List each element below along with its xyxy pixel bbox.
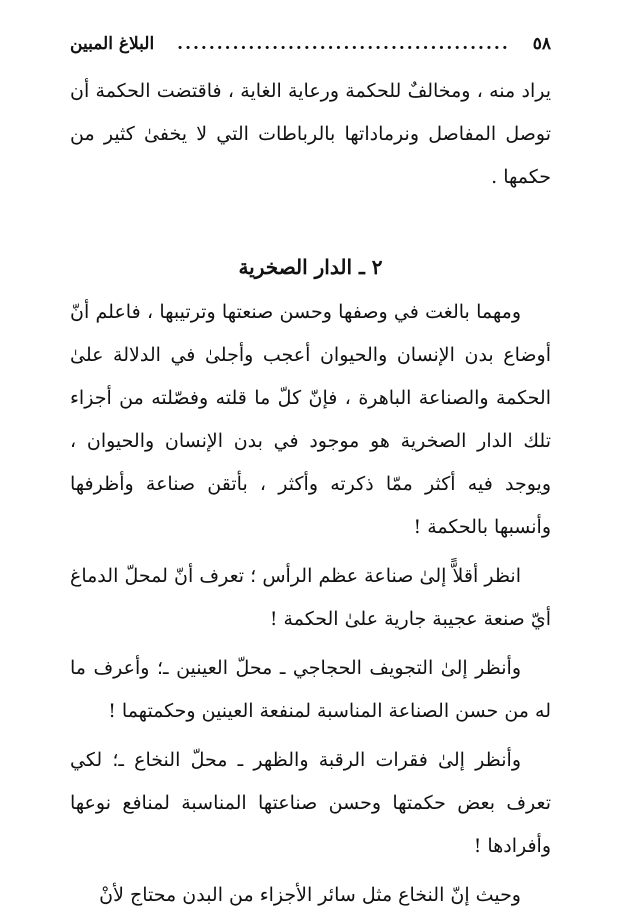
- page-body: [70, 70, 551, 917]
- dot-leader: ..........................................: [177, 34, 510, 54]
- section-heading: ٢ ـ الدار الصخرية: [238, 255, 383, 279]
- book-title: البلاغ المبين: [70, 34, 155, 54]
- paragraph: وحيث إنّ النخاع مثل سائر الأجزاء من البدن محتاج لأنْ: [99, 884, 521, 906]
- paragraph: وأنظر إلىٰ فقرات الرقبة والظهر ـ محلّ النخاع ـ؛ لكي تعرف بعض حكمتها وحسن صناعتها المناسبة لمنافع نوعها وأفرادها !: [70, 749, 551, 857]
- paragraph-continuation: يراد منه ، ومخالفٌ للحكمة ورعاية الغاية ، فاقتضت الحكمة أن توصل المفاصل ونرماداتها بالرباطات التي لا يخفىٰ كثير من حكمها .: [70, 80, 551, 188]
- paragraph: انظر أقلاًّ إلىٰ صناعة عظم الرأس ؛ تعرف أنّ لمحلّ الدماغ أيّ صنعة عجيبة جارية علىٰ الحكمة !: [70, 565, 551, 630]
- paragraph: ومهما بالغت في وصفها وحسن صنعتها وترتيبها ، فاعلم أنّ أوضاع بدن الإنسان والحيوان أعجب وأجلىٰ في الدلالة علىٰ الحكمة والصناعة الباهرة ، فإنّ كلّ ما قلته وفصّلته من أجزاء تلك الدار الصخرية هو موجود في بدن الإنسان والحيوان ، ويوجد فيه أكثر ممّا ذكرته وأكثر ، بأتقن صناعة وأظرفها وأنسبها بالحكمة !: [70, 301, 551, 538]
- page-number: ٥٨: [532, 34, 551, 54]
- running-header: [70, 30, 551, 58]
- paragraph: وأنظر إلىٰ التجويف الحجاجي ـ محلّ العينين ـ؛ وأعرف ما له من حسن الصناعة المناسبة لمنفعة العينين وحكمتهما !: [70, 657, 551, 722]
